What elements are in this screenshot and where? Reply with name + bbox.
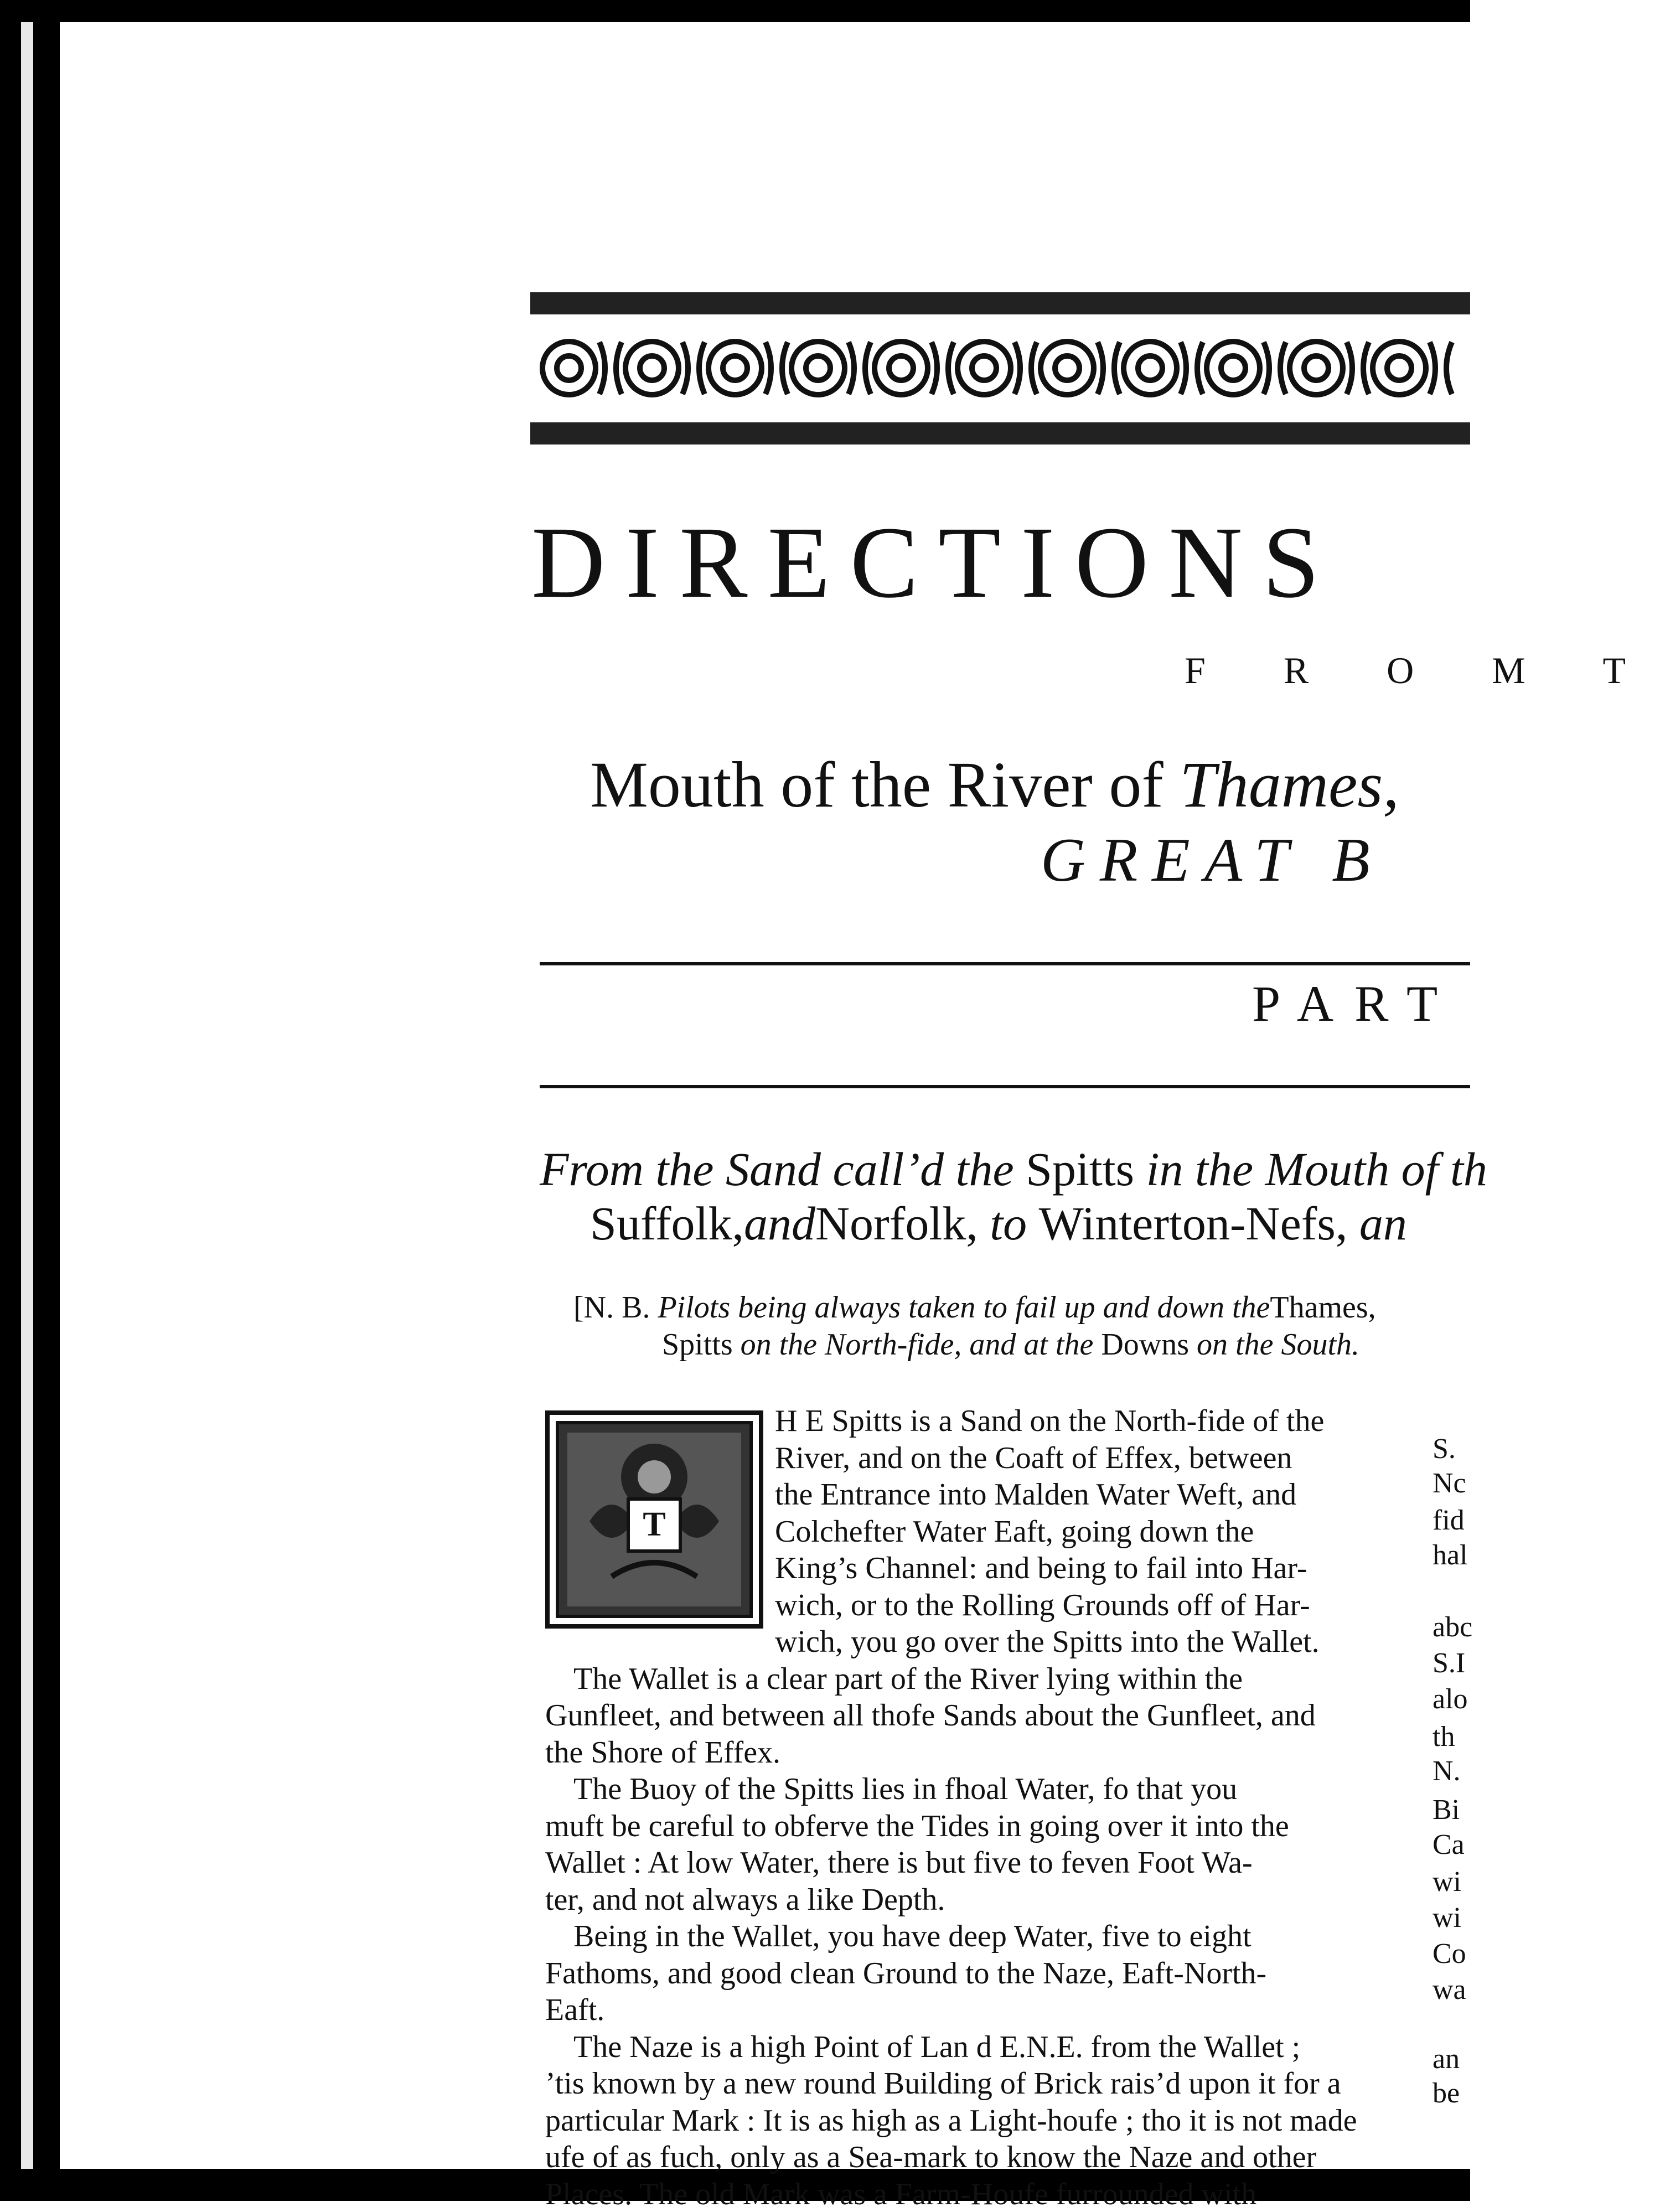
right-column-line: Co [1433,1938,1466,1970]
decorated-initial [545,1410,763,1629]
body-line: Fathoms, and good clean Ground to the Naze, Eaft-North- [545,1956,1267,1991]
body-line: Eaft. [545,1993,605,2027]
heading-part: Winterton-Nefs, [1038,1197,1348,1250]
body-line: Places. The old Mark was a Farm-Houfe furrounded with [545,2177,1257,2211]
right-column-line: wi [1433,1866,1461,1898]
scan-gutter-strip [21,22,33,2201]
body-line: The Wallet is a clear part of the River lying within the [573,1661,1243,1696]
subtitle-great: GREAT B [1041,826,1384,895]
subtitle-from: F R O M T [1185,649,1660,691]
body-line: King’s Channel: and being to fail into Har- [775,1551,1307,1585]
right-column-line: Nc [1433,1467,1466,1499]
body-line: ufe of as fuch, only as a Sea-mark to know the Naze and other [545,2140,1317,2174]
right-column-line: N. [1433,1755,1461,1787]
body-line: The Buoy of the Spitts lies in fhoal Water, fo that you [573,1772,1238,1806]
body-line: River, and on the Coaft of Effex, between [775,1440,1292,1475]
heading-part: and [743,1197,815,1250]
right-column-line: be [1433,2077,1460,2109]
mouth-text: Mouth of the River of [590,748,1180,821]
right-column-line: S. [1433,1433,1456,1465]
note-part: Spitts [662,1327,741,1362]
note-part: Pilots being always taken to fail up and down the [658,1290,1270,1325]
note-line2 [662,1327,1359,1362]
subtitle-mouth [590,747,1399,823]
note-part: on the South. [1197,1327,1360,1362]
note-part: [N. B. [573,1290,658,1325]
body-line: ’tis known by a new round Building of Brick rais’d upon it for a [545,2066,1341,2101]
right-column-line: Bi [1433,1794,1460,1826]
initial-letter: T [643,1506,666,1543]
right-column-line: th [1433,1721,1455,1753]
heading-part: Spitts [1026,1143,1135,1196]
right-column-line: wi [1433,1902,1461,1934]
heading-part: Norfolk, [815,1197,978,1250]
body-line: wich, or to the Rolling Grounds off of Har- [775,1588,1310,1622]
note-part: Downs [1093,1327,1197,1362]
heading-part: Suffolk, [590,1197,744,1250]
page-title: DIRECTIONS [531,506,1340,619]
body-line: ter, and not always a like Depth. [545,1882,945,1917]
body-line: Being in the Wallet, you have deep Water, five to eight [573,1919,1252,1953]
body-line: particular Mark : It is as high as a Light-houfe ; tho it is not made [545,2103,1357,2138]
right-column-line: abc [1433,1611,1473,1643]
heading-part: to [978,1197,1039,1250]
part-heading: PART [1252,975,1459,1032]
right-column-line: alo [1433,1683,1468,1715]
heading-part: an [1347,1197,1407,1250]
right-column-line: an [1433,2043,1460,2075]
note-part: Thames, [1270,1290,1376,1325]
decorative-headpiece [530,292,1470,445]
note-line1 [573,1290,1376,1325]
right-column-line: wa [1433,1974,1466,2006]
right-column-line: S.I [1433,1647,1466,1679]
right-column-line: Ca [1433,1829,1465,1860]
section-heading-line1 [540,1141,1487,1197]
body-line: Gunfleet, and between all thofe Sands about the Gunfleet, and [545,1698,1316,1733]
body-line: the Entrance into Malden Water Weft, and [775,1477,1297,1512]
body-line: the Shore of Effex. [545,1735,781,1770]
body-line: Colchefter Water Eaft, going down the [775,1514,1254,1549]
rule-bottom [540,1085,1470,1088]
right-column-line: hal [1433,1539,1468,1571]
body-line: muft be careful to obferve the Tides in going over it into the [545,1808,1289,1843]
section-heading-line2 [590,1196,1407,1251]
note-part: on the North-fide, and at the [740,1327,1094,1362]
body-line: The Naze is a high Point of Lan d E.N.E. from the Wallet ; [573,2029,1301,2064]
heading-part: in the Mouth of th [1134,1143,1487,1196]
body-line: H E Spitts is a Sand on the North-fide of the [775,1404,1325,1438]
mouth-thames: Thames, [1180,748,1399,821]
body-line: wich, you go over the Spitts into the Wallet. [775,1625,1320,1659]
right-column-line: fid [1433,1505,1465,1536]
body-line: Wallet : At low Water, there is but five to feven Foot Wa- [545,1846,1253,1880]
heading-part: From the Sand call’d the [540,1143,1026,1196]
rule-top [540,962,1470,965]
scan-top-border [0,0,1470,22]
